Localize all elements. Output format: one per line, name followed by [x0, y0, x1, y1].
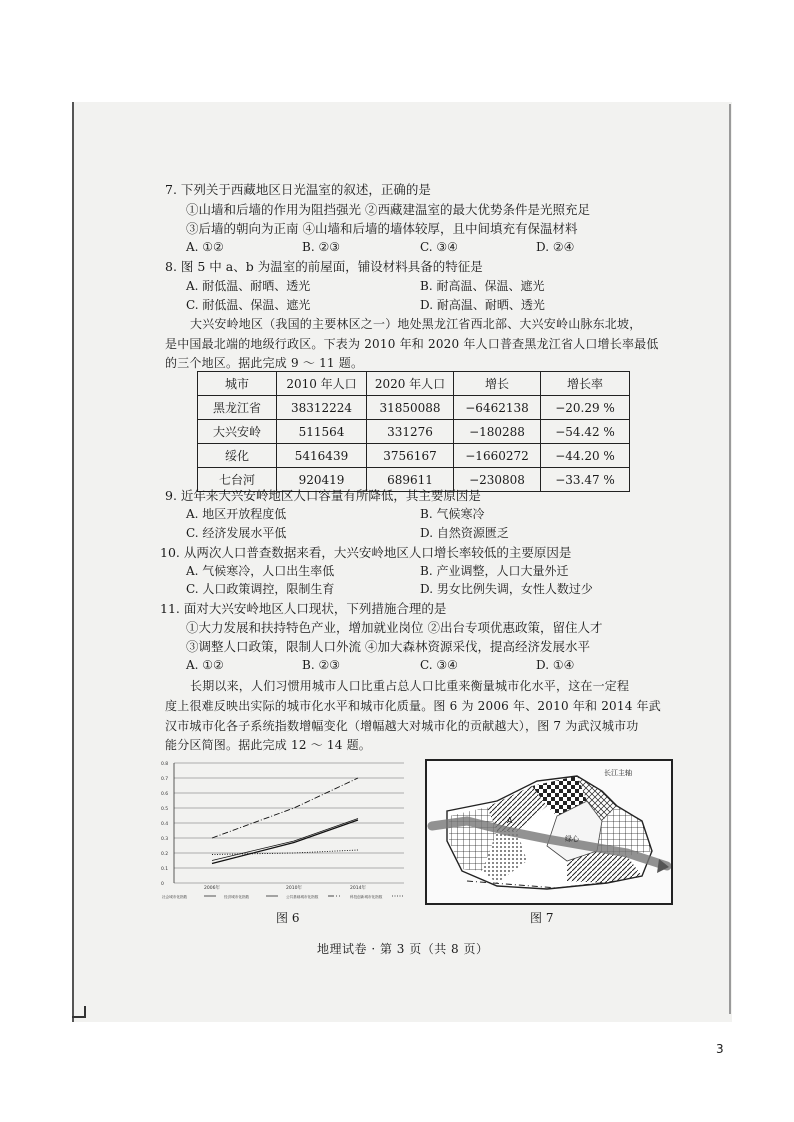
page-footer: 地理试卷 · 第 3 页（共 8 页） — [317, 942, 489, 956]
table-header-cell: 增长率 — [541, 372, 630, 396]
table-cell: −54.42 % — [541, 420, 630, 444]
intro-paragraph-line: 的三个地区。据此完成 9 ～ 11 题。 — [165, 356, 364, 370]
intro-paragraph-line: 能分区简图。据此完成 12 ～ 14 题。 — [165, 738, 371, 752]
table-header-cell: 2010 年人口 — [277, 372, 367, 396]
table-cell: −180288 — [454, 420, 541, 444]
y-tick-label: 0.8 — [161, 762, 169, 767]
zoning-map-graphic — [427, 761, 671, 903]
y-tick-label: 0.3 — [161, 837, 169, 842]
y-tick-label: 0.2 — [161, 852, 169, 857]
table-header-cell: 城市 — [198, 372, 277, 396]
wuhan-function-zone-map — [425, 759, 673, 905]
x-tick-label: 2010年 — [286, 886, 302, 891]
q10-option-b: B. 产业调整，人口大量外迁 — [420, 564, 569, 578]
legend-entry: 科技创新城市化指数 — [350, 895, 383, 899]
y-tick-label: 0 — [161, 882, 164, 887]
urbanization-index-chart — [160, 757, 408, 903]
table-cell: 689611 — [367, 468, 454, 492]
q9-option-a: A. 地区开放程度低 — [186, 507, 287, 521]
table-cell: 31850088 — [367, 396, 454, 420]
q7-option-d: D. ②④ — [536, 240, 575, 254]
intro-paragraph-line: 度上很难反映出实际的城市化水平和城市化质量。图 6 为 2006 年、2010 年和 2014 年武 — [165, 699, 661, 713]
y-tick-label: 0.5 — [161, 807, 169, 812]
q7-stem: 7. 下列关于西藏地区日光温室的叙述，正确的是 — [165, 182, 431, 197]
figure-6-caption: 图 6 — [276, 911, 300, 925]
table-cell: 大兴安岭 — [198, 420, 277, 444]
x-tick-label: 2006年 — [204, 886, 220, 891]
q11-option-c: C. ③④ — [420, 658, 458, 672]
q7-option-c: C. ③④ — [420, 240, 458, 254]
table-cell: 38312224 — [277, 396, 367, 420]
intro-paragraph-line: 大兴安岭地区（我国的主要林区之一）地处黑龙江省西北部、大兴安岭山脉东北坡， — [190, 317, 642, 331]
q11-option-d: D. ①④ — [536, 658, 575, 672]
q8-stem: 8. 图 5 中 a、b 为温室的前屋面，铺设材料具备的特征是 — [165, 259, 483, 274]
q7-option-a: A. ①② — [186, 240, 224, 254]
figure-7-caption: 图 7 — [530, 911, 554, 925]
zone-a-label: A — [507, 816, 513, 825]
intro-paragraph-line: 是中国最北端的地级行政区。下表为 2010 年和 2020 年人口普查黑龙江省人口增长率最低 — [165, 337, 659, 351]
page-number: 3 — [716, 1042, 724, 1056]
table-cell: 5416439 — [277, 444, 367, 468]
population-table — [197, 371, 630, 492]
q10-stem: 10. 从两次人口普查数据来看，大兴安岭地区人口增长率较低的主要原因是 — [160, 545, 572, 560]
crop-mark — [84, 1006, 86, 1018]
river-axis-label: 长江主轴 — [604, 769, 632, 777]
legend-entry: 经济城市化指数 — [224, 895, 250, 899]
chart-background — [160, 757, 408, 903]
y-tick-label: 0.7 — [161, 777, 169, 782]
table-header-cell: 增长 — [454, 372, 541, 396]
table-row — [198, 396, 630, 420]
q10-option-d: D. 男女比例失调，女性人数过少 — [420, 582, 593, 596]
table-cell: −1660272 — [454, 444, 541, 468]
q11-stem: 11. 面对大兴安岭地区人口现状，下列措施合理的是 — [160, 601, 447, 616]
table-cell: 920419 — [277, 468, 367, 492]
q11-option-a: A. ①② — [186, 658, 224, 672]
table-cell: −230808 — [454, 468, 541, 492]
q9-stem: 9. 近年来大兴安岭地区人口容量有所降低，其主要原因是 — [165, 488, 481, 503]
q10-option-a: A. 气候寒冷，人口出生率低 — [186, 564, 335, 578]
q8-option-c: C. 耐低温、保温、遮光 — [186, 298, 311, 312]
table-row — [198, 444, 630, 468]
q11-option-b: B. ②③ — [302, 658, 340, 672]
q9-option-c: C. 经济发展水平低 — [186, 526, 287, 540]
scan-edge — [72, 102, 74, 1022]
table-cell: 3756167 — [367, 444, 454, 468]
green-heart-label: 绿心 — [565, 835, 579, 843]
q7-statement-line: ③后墙的朝向为正南 ④山墙和后墙的墙体较厚，且中间填充有保温材料 — [186, 221, 578, 236]
y-tick-label: 0.6 — [161, 792, 169, 797]
q8-option-b: B. 耐高温、保温、遮光 — [420, 279, 545, 293]
q9-option-b: B. 气候寒冷 — [420, 507, 485, 521]
y-tick-label: 0.4 — [161, 822, 169, 827]
table-cell: −33.47 % — [541, 468, 630, 492]
intro-paragraph-line: 汉市城市化各子系统指数增幅变化（增幅越大对城市化的贡献越大），图 7 为武汉城市功 — [165, 719, 639, 733]
table-header-row — [198, 372, 630, 396]
table-row — [198, 420, 630, 444]
x-tick-label: 2014年 — [350, 886, 366, 891]
y-tick-label: 0.1 — [161, 867, 169, 872]
table-cell: 黑龙江省 — [198, 396, 277, 420]
q7-option-b: B. ②③ — [302, 240, 340, 254]
table-cell: 七台河 — [198, 468, 277, 492]
table-cell: 331276 — [367, 420, 454, 444]
legend-entry: 公共基础城市化指数 — [286, 895, 319, 899]
table-header-cell: 2020 年人口 — [367, 372, 454, 396]
table-cell: −6462138 — [454, 396, 541, 420]
q9-option-d: D. 自然资源匮乏 — [420, 526, 509, 540]
q7-statement-line: ①山墙和后墙的作用为阻挡强光 ②西藏建温室的最大优势条件是光照充足 — [186, 202, 590, 217]
table-cell: −20.29 % — [541, 396, 630, 420]
table-cell: 绥化 — [198, 444, 277, 468]
table-cell: 511564 — [277, 420, 367, 444]
table-cell: −44.20 % — [541, 444, 630, 468]
scan-edge — [729, 104, 731, 1014]
legend-entry: 社会城市化指数 — [162, 895, 188, 899]
q8-option-a: A. 耐低温、耐晒、透光 — [186, 279, 311, 293]
intro-paragraph-line: 长期以来，人们习惯用城市人口比重占总人口比重来衡量城市化水平，这在一定程 — [190, 679, 630, 693]
q8-option-d: D. 耐高温、耐晒、透光 — [420, 298, 545, 312]
q11-statement-line: ③调整人口政策，限制人口外流 ④加大森林资源采伐，提高经济发展水平 — [186, 639, 590, 654]
q10-option-c: C. 人口政策调控，限制生育 — [186, 582, 335, 596]
q11-statement-line: ①大力发展和扶持特色产业，增加就业岗位 ②出台专项优惠政策，留住人才 — [186, 620, 603, 635]
